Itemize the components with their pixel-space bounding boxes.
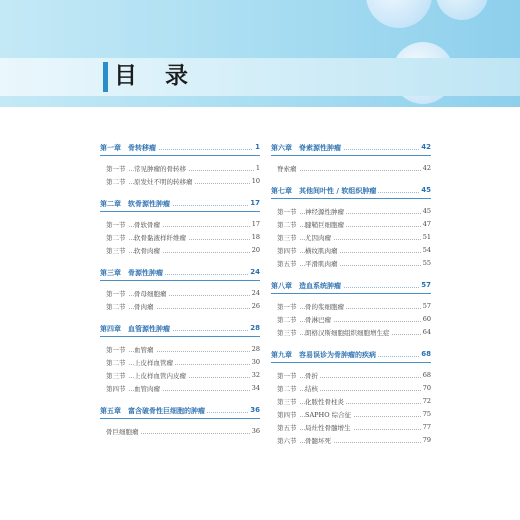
toc-chapter-entry[interactable] (271, 185, 431, 201)
chapter-page-number: 1 (255, 143, 260, 151)
section-number: 第三节 (277, 234, 297, 242)
spacer (100, 439, 260, 448)
section-title: 结核 (305, 385, 318, 393)
section-page-number: 75 (422, 410, 431, 418)
section-number: 第一节 (277, 303, 297, 311)
section-number: 第二节 (106, 359, 126, 367)
section-title: 软骨肉瘤 (134, 247, 160, 255)
section-page-number: 77 (422, 423, 431, 431)
spacer (271, 340, 431, 349)
section-title: 平滑肌肉瘤 (305, 260, 338, 268)
section-number: 第六节 (277, 437, 297, 445)
section-title: 骨软骨瘤 (134, 221, 160, 229)
section-page-number: 54 (422, 246, 431, 254)
section-page-number: 42 (422, 164, 431, 172)
toc-section-entry[interactable] (100, 301, 260, 314)
dot-leader (277, 226, 431, 227)
section-title: 脊索瘤 (277, 165, 297, 173)
dot-leader (106, 364, 260, 365)
toc-column-right (271, 142, 431, 457)
section-title: 骨折 (305, 372, 318, 380)
section-title: 尤因肉瘤 (305, 234, 331, 242)
spacer (271, 176, 431, 185)
toc-section-entry[interactable] (271, 163, 431, 176)
chapter-underline (271, 362, 431, 363)
decorative-bubble (436, 0, 488, 20)
title-accent-bar (103, 62, 108, 92)
section-title: 局灶性骨髓增生 (305, 424, 351, 432)
toc-section-entry[interactable] (100, 344, 260, 357)
section-page-number: 68 (422, 371, 431, 379)
section-number: 第一节 (277, 208, 297, 216)
decorative-bubble (366, 0, 432, 28)
chapter-underline (100, 155, 260, 156)
section-page-number: 51 (422, 233, 431, 241)
toc-section-entry[interactable] (271, 206, 431, 219)
section-number: 第三节 (277, 398, 297, 406)
chapter-title: 第四章 血管源性肿瘤 (100, 325, 170, 333)
dot-leader (277, 321, 431, 322)
toc-section-entry[interactable] (271, 409, 431, 422)
section-page-number: 60 (422, 315, 431, 323)
chapter-title: 第二章 软骨源性肿瘤 (100, 200, 170, 208)
section-number: 第二节 (106, 234, 126, 242)
section-title: 骨肉瘤 (134, 303, 154, 311)
section-number: 第三节 (277, 329, 297, 337)
chapter-underline (100, 336, 260, 337)
chapter-page-number: 68 (421, 350, 431, 358)
section-page-number: 32 (251, 371, 260, 379)
section-number: 第二节 (106, 303, 126, 311)
toc-section-entry[interactable] (271, 422, 431, 435)
dot-leader (277, 390, 431, 391)
toc-section-entry[interactable] (100, 357, 260, 370)
section-number: 第三节 (106, 247, 126, 255)
dot-leader (277, 265, 431, 266)
toc-section-entry[interactable] (271, 245, 431, 258)
toc-section-entry[interactable] (100, 219, 260, 232)
dot-leader (106, 308, 260, 309)
section-page-number: 10 (251, 177, 260, 185)
section-title: 常见肿瘤的骨转移 (134, 165, 186, 173)
spacer (271, 271, 431, 280)
spacer (100, 396, 260, 405)
section-title: 化脓性骨柱炎 (305, 398, 344, 406)
chapter-title: 第五章 富含破骨性巨细胞的肿瘤 (100, 407, 205, 415)
section-number: 第四节 (277, 411, 297, 419)
chapter-title: 第八章 造血系统肿瘤 (271, 282, 341, 290)
spacer (271, 448, 431, 457)
title-band (0, 58, 520, 96)
section-title: 骨淋巴瘤 (305, 316, 331, 324)
section-number: 第一节 (106, 221, 126, 229)
section-title: 血管瘤 (134, 346, 154, 354)
toc-column-left (100, 142, 260, 448)
toc-section-entry[interactable] (271, 301, 431, 314)
toc-section-entry[interactable] (100, 426, 260, 439)
section-page-number: 64 (422, 328, 431, 336)
section-title: 血管肉瘤 (134, 385, 160, 393)
dot-leader (277, 239, 431, 240)
toc-section-entry[interactable] (100, 370, 260, 383)
toc-section-entry[interactable] (100, 288, 260, 301)
dot-leader (277, 213, 431, 214)
section-number: 第三节 (106, 372, 126, 380)
chapter-title: 第九章 容易误诊为骨肿瘤的疾病 (271, 351, 376, 359)
dot-leader (277, 308, 431, 309)
chapter-page-number: 24 (250, 268, 260, 276)
section-page-number: 79 (422, 436, 431, 444)
section-title: 腱鞘巨细胞瘤 (305, 221, 344, 229)
toc-section-entry[interactable] (271, 219, 431, 232)
section-page-number: 45 (422, 207, 431, 215)
section-page-number: 36 (251, 427, 260, 435)
section-title: SAPHO 综合征 (305, 411, 352, 419)
section-title: 骨母细胞瘤 (134, 290, 167, 298)
chapter-page-number: 57 (421, 281, 431, 289)
section-number: 第五节 (277, 424, 297, 432)
section-page-number: 55 (422, 259, 431, 267)
section-title: 朗格汉斯细胞组织细胞增生症 (305, 329, 390, 337)
chapter-page-number: 17 (250, 199, 260, 207)
section-page-number: 24 (251, 289, 260, 297)
chapter-underline (271, 198, 431, 199)
section-title: 骨的浆细胞瘤 (305, 303, 344, 311)
chapter-title: 第一章 骨转移瘤 (100, 144, 156, 152)
chapter-page-number: 36 (250, 406, 260, 414)
section-number: 第一节 (106, 290, 126, 298)
section-title: 软骨黏液样纤维瘤 (134, 234, 186, 242)
toc-section-entry[interactable] (271, 327, 431, 340)
section-number: 第四节 (277, 247, 297, 255)
section-page-number: 18 (251, 233, 260, 241)
toc-chapter-entry[interactable] (271, 280, 431, 296)
chapter-underline (271, 293, 431, 294)
dot-leader (277, 403, 431, 404)
section-title: 原发灶不明的转移瘤 (134, 178, 193, 186)
section-number: 第一节 (277, 372, 297, 380)
chapter-underline (100, 280, 260, 281)
chapter-underline (271, 155, 431, 156)
chapter-title: 第三章 骨源性肿瘤 (100, 269, 163, 277)
section-number: 第二节 (277, 221, 297, 229)
chapter-title: 第七章 其他间叶性 / 软组织肿瘤 (271, 187, 377, 195)
page-title: 目 录 (114, 63, 199, 89)
toc-chapter-entry[interactable] (100, 405, 260, 421)
section-title: 横纹肌肉瘤 (305, 247, 338, 255)
section-title: 神经源性肿瘤 (305, 208, 344, 216)
section-page-number: 34 (251, 384, 260, 392)
toc-section-entry[interactable] (100, 163, 260, 176)
toc-section-entry[interactable] (100, 232, 260, 245)
toc-section-entry[interactable] (100, 176, 260, 189)
spacer (100, 189, 260, 198)
chapter-underline (100, 418, 260, 419)
dot-leader (106, 390, 260, 391)
dot-leader (106, 226, 260, 227)
toc-chapter-entry[interactable] (100, 142, 260, 158)
spacer (100, 314, 260, 323)
section-page-number: 20 (251, 246, 260, 254)
section-number: 第二节 (277, 316, 297, 324)
dot-leader (277, 252, 431, 253)
chapter-page-number: 45 (421, 186, 431, 194)
toc-section-entry[interactable] (100, 383, 260, 396)
dot-leader (277, 170, 431, 171)
section-page-number: 72 (422, 397, 431, 405)
section-title: 上皮样血管内皮瘤 (134, 372, 186, 380)
section-page-number: 26 (251, 302, 260, 310)
toc-section-entry[interactable] (271, 314, 431, 327)
dot-leader (106, 351, 260, 352)
section-title: 骨髓坏死 (305, 437, 331, 445)
dot-leader (277, 377, 431, 378)
dot-leader (277, 442, 431, 443)
toc-section-entry[interactable] (271, 435, 431, 448)
toc-chapter-entry[interactable] (100, 267, 260, 283)
section-page-number: 28 (251, 345, 260, 353)
section-page-number: 17 (251, 220, 260, 228)
section-number: 第一节 (106, 165, 126, 173)
toc-section-entry[interactable] (271, 396, 431, 409)
dot-leader (277, 416, 431, 417)
section-page-number: 57 (422, 302, 431, 310)
chapter-page-number: 42 (421, 143, 431, 151)
section-number: 第五节 (277, 260, 297, 268)
dot-leader (106, 295, 260, 296)
chapter-underline (100, 211, 260, 212)
section-page-number: 30 (251, 358, 260, 366)
section-page-number: 47 (422, 220, 431, 228)
section-page-number: 1 (255, 164, 260, 172)
toc-chapter-entry[interactable] (100, 198, 260, 214)
section-number: 第二节 (277, 385, 297, 393)
section-title: 骨巨细胞瘤 (106, 428, 139, 436)
chapter-page-number: 28 (250, 324, 260, 332)
toc-section-entry[interactable] (271, 370, 431, 383)
section-number: 第一节 (106, 346, 126, 354)
toc-section-entry[interactable] (271, 383, 431, 396)
dot-leader (106, 252, 260, 253)
toc-chapter-entry[interactable] (271, 349, 431, 365)
toc-section-entry[interactable] (271, 258, 431, 271)
section-title: 上皮样血管瘤 (134, 359, 173, 367)
toc-chapter-entry[interactable] (100, 323, 260, 339)
spacer (100, 258, 260, 267)
section-page-number: 70 (422, 384, 431, 392)
section-number: 第二节 (106, 178, 126, 186)
toc-section-entry[interactable] (100, 245, 260, 258)
section-number: 第四节 (106, 385, 126, 393)
chapter-title: 第六章 脊索源性肿瘤 (271, 144, 341, 152)
toc-chapter-entry[interactable] (271, 142, 431, 158)
header-banner (0, 0, 520, 107)
toc-section-entry[interactable] (271, 232, 431, 245)
dot-leader (277, 429, 431, 430)
